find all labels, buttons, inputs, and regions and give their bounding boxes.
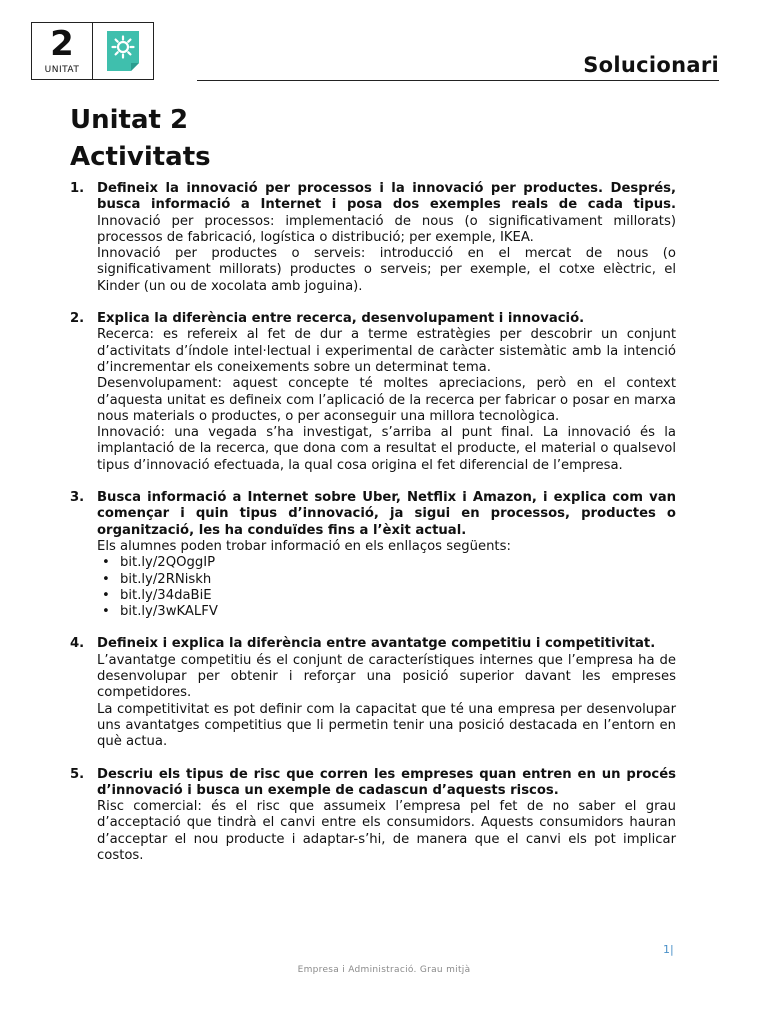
- page-number: 1|: [663, 943, 674, 956]
- footer-text: Empresa i Administració. Grau mitjà: [297, 965, 471, 975]
- answer-paragraph: Recerca: es refereix al fet de dur a terme estratègies per descobrir un conjunt d’activitats d’índole intel·lectual i experimental de caràcter sistemàtic amb la intenció d’incrementar els coneixements sobre un determinat tema.: [97, 327, 676, 375]
- answer-paragraph: Innovació per processos: implementació de nous (o significativament millorats) processos de fabricació, logística o distribució; per exemple, IKEA.: [97, 213, 676, 245]
- answer-paragraph: Desenvolupament: aquest concepte té moltes apreciacions, però en el context d’aquesta unitat es defineix com l’aplicació de la recerca per fabricar o posar en marxa nous materials o productes, o per aconseguir una millora tecnològica.: [97, 376, 676, 424]
- header-title: Solucionari: [583, 53, 719, 77]
- activity-item: [70, 490, 676, 620]
- answer-paragraph: Els alumnes poden trobar informació en els enllaços següents:: [97, 538, 511, 554]
- activity-question: Defineix la innovació per processos i la innovació per productes. Després, busca informació a Internet i posa dos exemples reals de cada tipus.: [97, 181, 676, 213]
- activity-number: 5.: [70, 766, 85, 782]
- unit-label: UNITAT: [44, 65, 80, 75]
- page-title-activities: Activitats: [70, 142, 211, 172]
- activities-list: [70, 181, 676, 880]
- answer-paragraph: Risc comercial: és el risc que assumeix l’empresa pel fet de no saber el grau d’acceptació que tindrà el canvi entre els consumidors. Aquests consumidors hauran d’acceptar el nou producte i adaptar-s’hi, de manera que el canvi els pot implicar costos.: [97, 799, 676, 863]
- activity-item: [70, 311, 676, 474]
- link-item[interactable]: • bit.ly/2QOggIP: [120, 555, 676, 571]
- activity-question: Busca informació a Internet sobre Uber, Netflix i Amazon, i explica com van començar i quin tipus d’innovació, ja sigui en processos, productes o organització, les ha conduïdes fins a l’èxit actual.: [97, 490, 676, 538]
- answer-paragraph: Innovació per productes o serveis: introducció en el mercat de nous (o significativament millorats) productes o serveis; per exemple, el cotxe elèctric, el Kinder (un ou de xocolata amb joguina).: [97, 246, 676, 294]
- activity-number: 4.: [70, 636, 85, 652]
- activity-question: Defineix i explica la diferència entre avantatge competitiu i competitivitat.: [97, 636, 656, 652]
- activity-item: [70, 181, 676, 295]
- activity-item: [70, 636, 676, 750]
- unit-badge: [31, 22, 154, 80]
- link-item[interactable]: • bit.ly/3wKALFV: [120, 604, 676, 620]
- activity-item: [70, 767, 676, 865]
- unit-number-cell: [32, 23, 93, 79]
- activity-number: 1.: [70, 181, 85, 196]
- answer-paragraph: La competitivitat es pot definir com la capacitat que té una empresa per desenvolupar uns avantatges competitius que li permetin tenir una posició destacada en l’entorn en què actua.: [97, 701, 676, 750]
- link-item[interactable]: • bit.ly/34daBiE: [120, 588, 676, 604]
- icon-cell: [93, 23, 153, 79]
- page-title: [70, 102, 211, 176]
- link-item[interactable]: • bit.ly/2RNiskh: [120, 572, 676, 588]
- gear-document-icon: [105, 29, 141, 73]
- links-list: [97, 555, 676, 620]
- activity-number: 2.: [70, 311, 85, 327]
- activity-question: Explica la diferència entre recerca, desenvolupament i innovació.: [97, 311, 585, 327]
- unit-number: 2: [50, 24, 74, 64]
- header-divider: [197, 80, 719, 81]
- answer-paragraph: L’avantatge competitiu és el conjunt de característiques internes que l’empresa ha de desenvolupar per obtenir i reforçar una posició superior davant les empreses competidores.: [97, 652, 676, 701]
- activity-question: Descriu els tipus de risc que corren les empreses quan entren en un procés d’innovació i busca un exemple de cadascun d’aquests riscos.: [97, 766, 676, 798]
- activity-number: 3.: [70, 490, 85, 506]
- answer-paragraph: Innovació: una vegada s’ha investigat, s’arriba al punt final. La innovació és la implantació de la recerca, que dona com a resultat el producte, el material o qualsevol tipus d’innovació efectuada, la qual cosa origina el fet diferencial de l’empresa.: [97, 425, 676, 473]
- page-title-unit: Unitat 2: [70, 105, 189, 135]
